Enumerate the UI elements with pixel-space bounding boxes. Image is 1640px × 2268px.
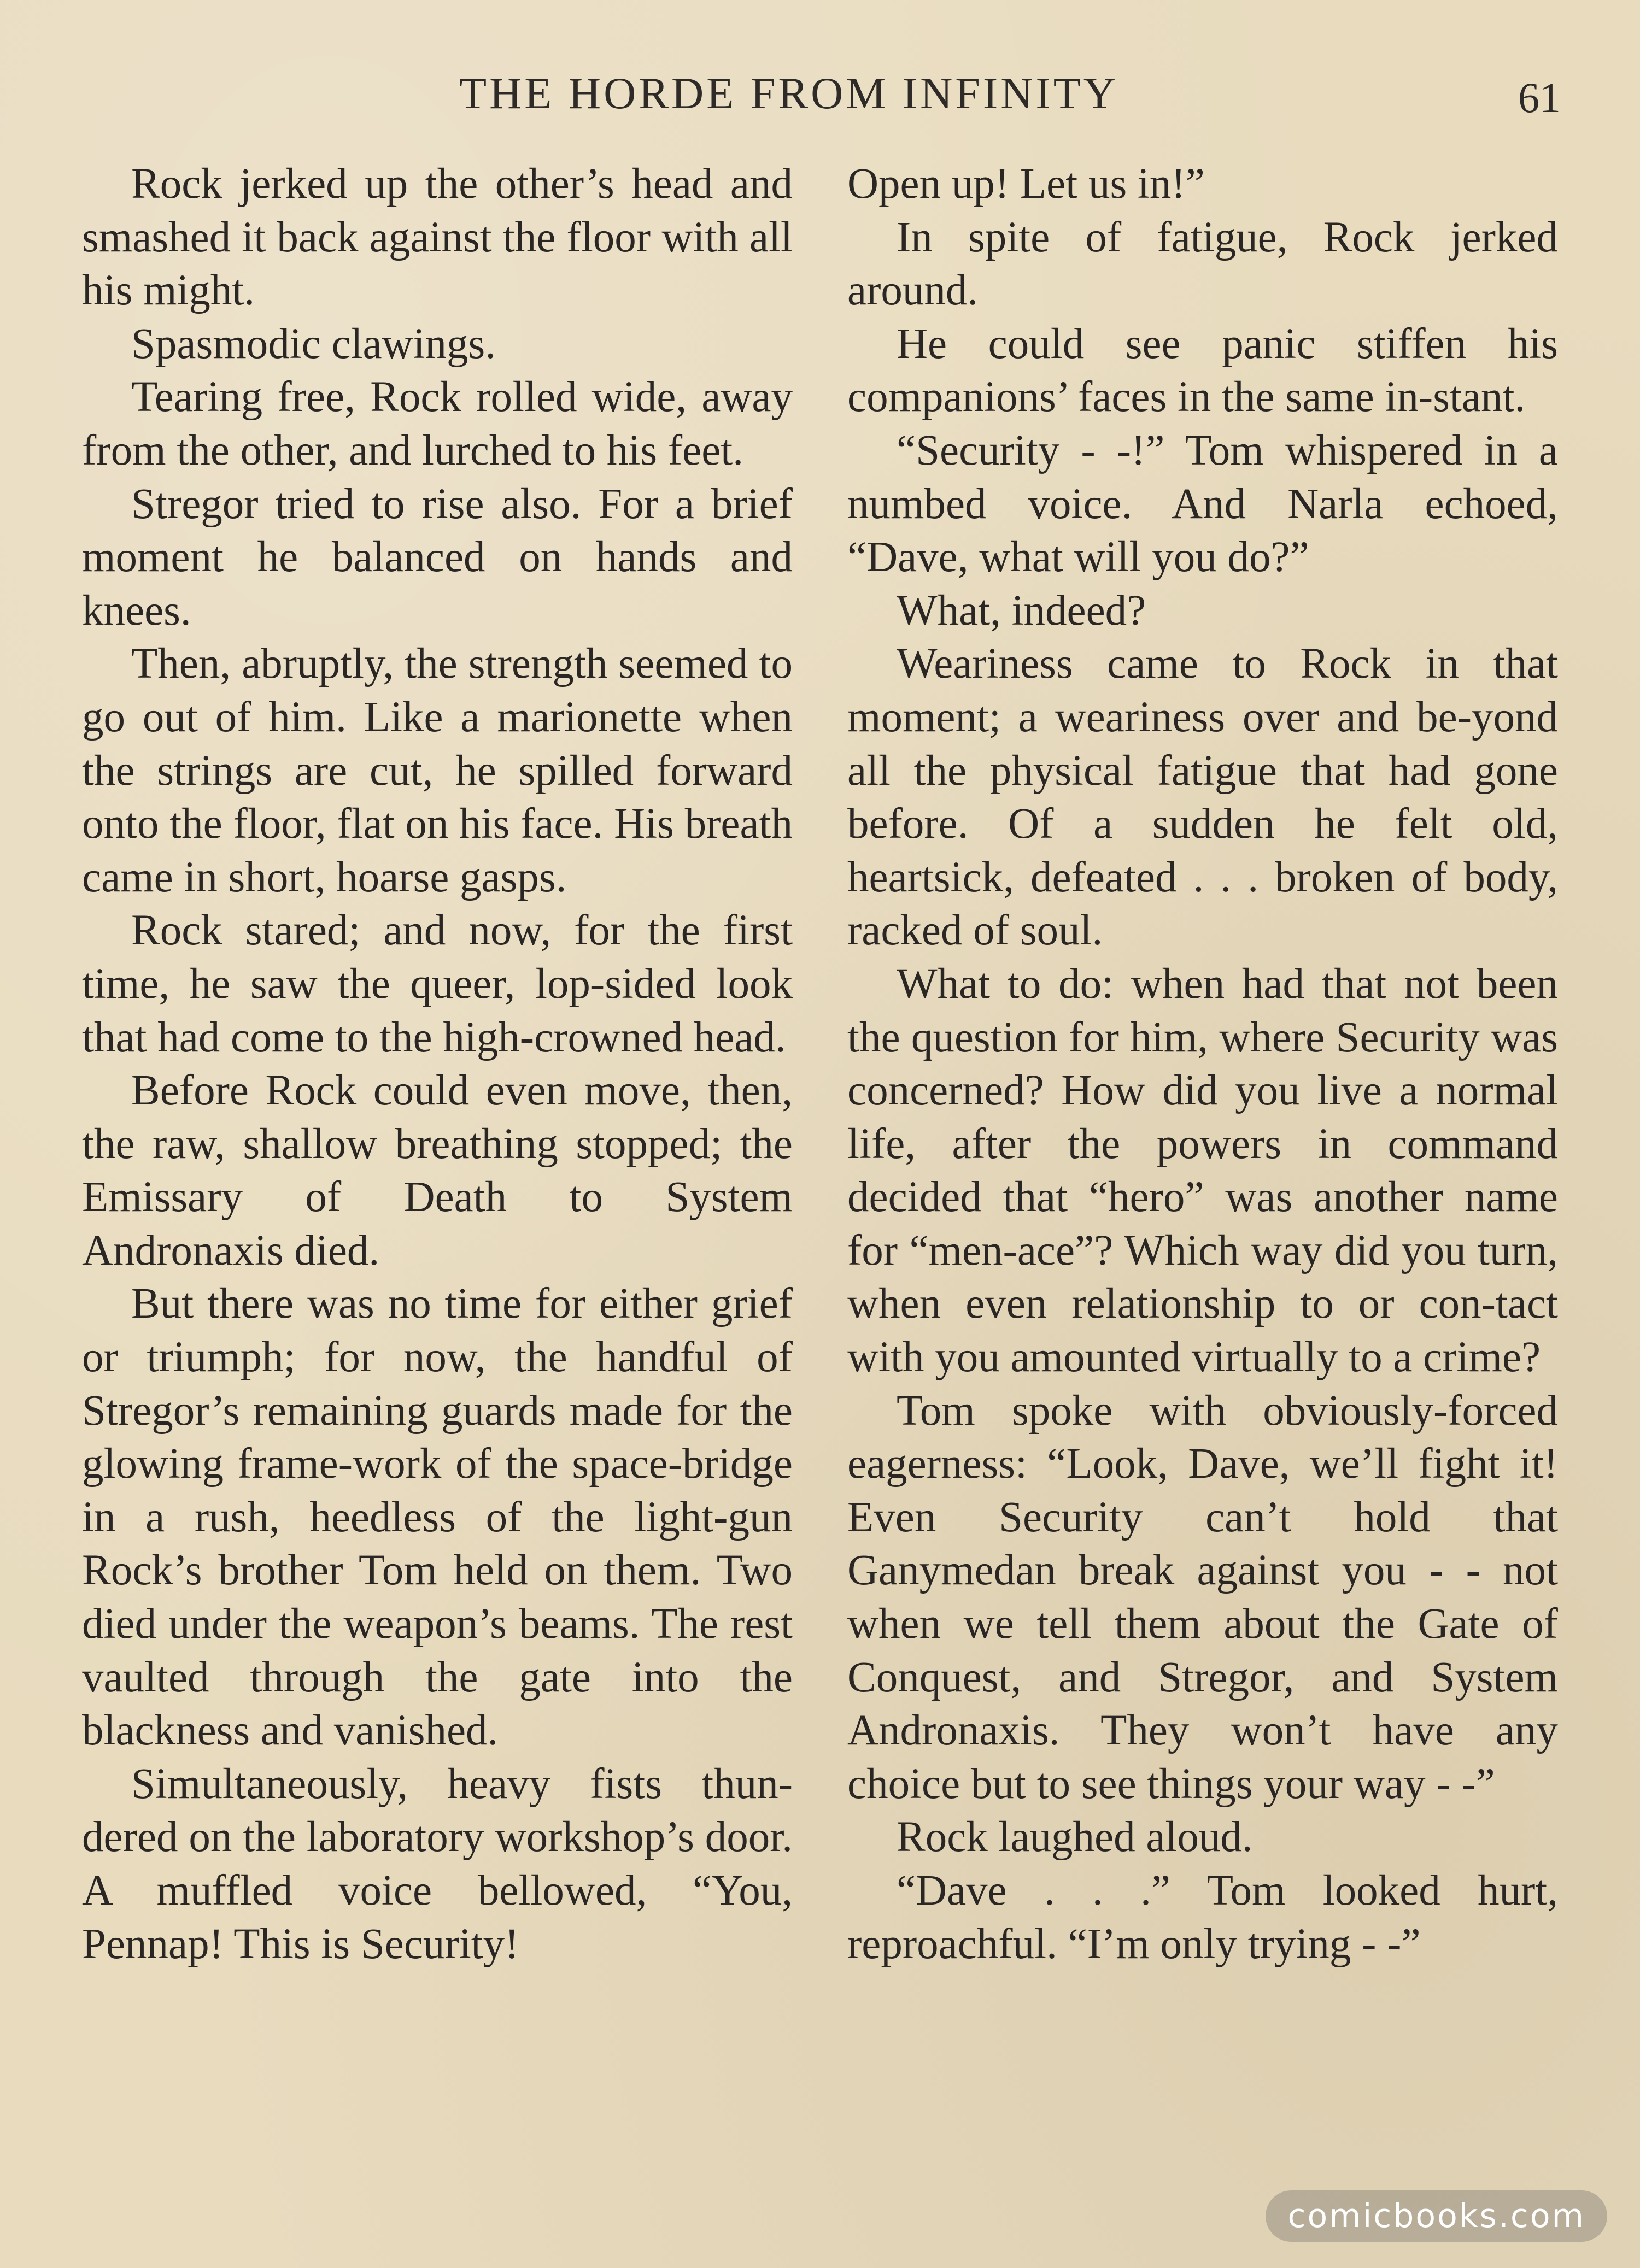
paragraph-continuation: Open up! Let us in!” [847,160,1205,208]
site-watermark: comicbooks.com [1266,2190,1607,2242]
paragraph: Weariness came to Rock in that moment; a weariness over and be-yond all the physical fatigue that had gone before. Of a sudden he felt old, heartsick, defeated . . . broken of body, racked of soul. [847,640,1558,955]
paragraph: “Security - -!” Tom whispered in a numbed voice. And Narla echoed, “Dave, what will you do?” [847,426,1558,581]
left-text-column [82,157,793,1971]
page-number: 61 [1518,74,1561,121]
paragraph: He could see panic stiffen his companions’ faces in the same in-stant. [847,320,1558,421]
paragraph: Tom spoke with obviously-forced eagerness: “Look, Dave, we’ll fight it! Even Security can’t hold that Ganymedan break against you - - not when we tell them about the Gate of Conquest, and Stregor, and System Andronaxis. They won’t have any choice but to see things your way - -” [847,1386,1558,1808]
paragraph: In spite of fatigue, Rock jerked around. [847,213,1558,315]
paragraph: What, indeed? [897,586,1146,634]
paragraph: Simultaneously, heavy fists thun-dered on the laboratory workshop’s door. A muffled voice bellowed, “You, Pennap! This is Security! [82,1760,793,1968]
paragraph: Spasmodic clawings. [131,320,496,368]
paragraph: Tearing free, Rock rolled wide, away from the other, and lurched to his feet. [82,373,793,474]
paragraph: “Dave . . .” Tom looked hurt, reproachful. “I’m only trying - -” [847,1867,1558,1968]
paragraph: What to do: when had that not been the question for him, where Security was concerned? How did you live a normal life, after the powers in command decided that “hero” was another name for “men-ace”? Which way did you turn, when even relationship to or con-tact with you amounted virtually to a crime? [847,960,1558,1382]
paragraph: Stregor tried to rise also. For a brief moment he balanced on hands and knees. [82,480,793,634]
paragraph: Before Rock could even move, then, the raw, shallow breathing stopped; the Emissary of Death to System Andronaxis died. [82,1067,793,1274]
paragraph: But there was no time for either grief or triumph; for now, the handful of Stregor’s remaining guards made for the glowing frame-work of the space-bridge in a rush, heedless of the light-gun Rock’s brother Tom held on them. Two died under the weapon’s beams. The rest vaulted through the gate into the blackness and vanished. [82,1280,793,1755]
paragraph: Rock jerked up the other’s head and smashed it back against the floor with all his might. [82,160,793,315]
paragraph: Rock stared; and now, for the first time, he saw the queer, lop-sided look that had come to the high-crowned head. [82,907,793,1061]
paragraph: Rock laughed aloud. [897,1813,1253,1861]
running-head: THE HORDE FROM INFINITY [459,68,1119,118]
right-text-column [847,157,1558,1971]
paragraph: Then, abruptly, the strength seemed to go out of him. Like a marionette when the strings are cut, he spilled forward onto the floor, flat on his face. His breath came in short, hoarse gasps. [82,640,793,901]
